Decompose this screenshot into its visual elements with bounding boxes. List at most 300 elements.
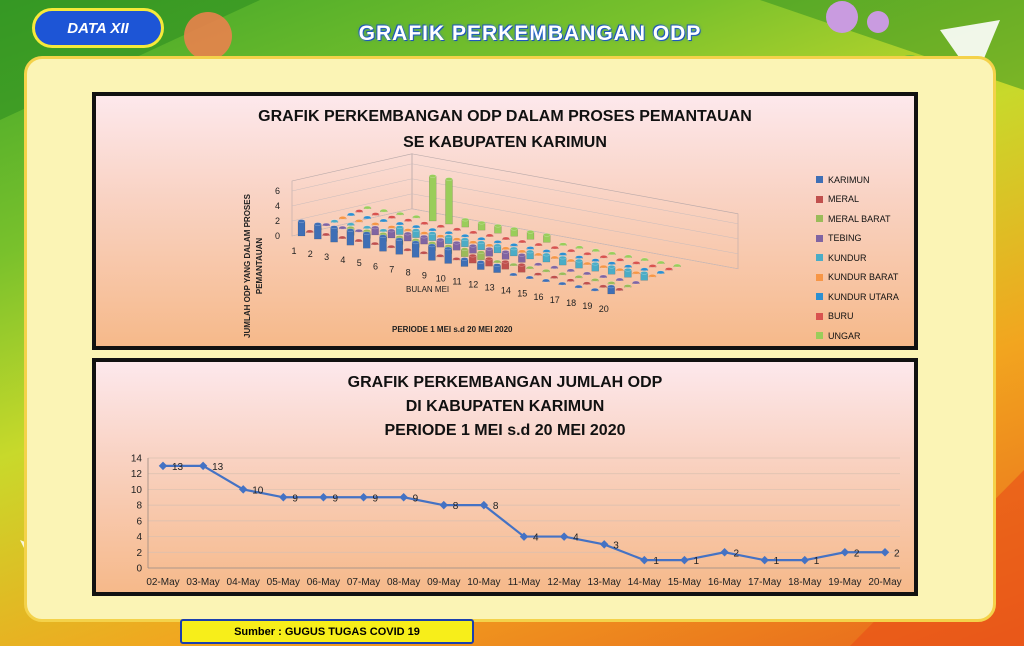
bar-top [609, 252, 616, 255]
x-tick-label: 11 [452, 276, 462, 287]
data-label: 1 [653, 556, 659, 568]
x-tick-label: 9 [421, 270, 427, 281]
bar-top [486, 257, 493, 260]
bar-top [364, 206, 371, 209]
source-label: Sumber : GUGUS TUGAS COVID 19 [180, 619, 474, 644]
bar-top [567, 259, 574, 262]
bar-top [534, 273, 541, 276]
bar-top [363, 232, 370, 235]
legend-swatch [816, 313, 823, 320]
legend-swatch [816, 332, 823, 339]
data-label: 9 [292, 493, 298, 505]
bar-top [535, 253, 542, 256]
bar-top [397, 212, 404, 215]
bar [347, 230, 354, 245]
bar-top [396, 238, 403, 241]
data-point [600, 540, 608, 548]
bar-top [364, 226, 371, 229]
bar-top [494, 264, 501, 267]
legend-label: KARIMUN [828, 174, 870, 185]
bar-top [559, 282, 566, 285]
bar-top [519, 240, 526, 243]
gridline [412, 179, 738, 239]
bar-top [396, 222, 403, 225]
gridline [412, 194, 738, 254]
bar-top [306, 230, 313, 233]
legend-label: UNGAR [828, 330, 861, 341]
x-tick-label: 10 [435, 273, 446, 284]
data-point [359, 493, 367, 501]
x-tick-label: 20-May [868, 577, 902, 588]
y-tick-label: 10 [130, 484, 142, 496]
data-label: 2 [853, 548, 860, 560]
y-tick-label: 0 [274, 231, 280, 241]
bar-top [437, 254, 444, 257]
x-tick-label: 1 [291, 246, 297, 256]
x-tick-label: 20 [598, 303, 609, 314]
bar-top [494, 224, 501, 227]
legend-label: BURU [828, 311, 854, 322]
bar-top [413, 215, 420, 218]
bar-top [388, 225, 395, 228]
bar-top [518, 253, 525, 256]
bar-top [420, 251, 427, 254]
legend-item [816, 307, 899, 327]
bar-top [657, 271, 664, 274]
virus-icon [184, 12, 232, 60]
bar-top [502, 247, 509, 250]
bar-top [518, 263, 525, 266]
data-point [279, 493, 287, 501]
bar-top [567, 269, 574, 272]
bar-top [323, 223, 330, 226]
bar-top [364, 216, 371, 219]
bar-top [388, 229, 395, 232]
bar [396, 239, 403, 254]
x-tick-label: 2 [307, 249, 313, 260]
bar-top [470, 241, 477, 244]
bar-top [478, 241, 485, 244]
bar-top [388, 216, 395, 219]
legend-item [816, 268, 899, 288]
data-label: 8 [452, 501, 459, 513]
bar-top [445, 247, 452, 250]
bar [445, 248, 452, 263]
x-tick-label: 17 [549, 294, 560, 305]
x-tick-label: 04-May [226, 577, 260, 588]
legend-item [816, 229, 899, 249]
bar-chart-title-line2: SE KABUPATEN KARIMUN [403, 134, 607, 151]
back-wall [412, 154, 738, 269]
bar-top [339, 226, 346, 229]
bar-top [453, 241, 460, 244]
gridline [412, 164, 738, 224]
bar-top [331, 220, 338, 223]
data-point [560, 532, 568, 540]
bar-top [462, 218, 469, 221]
bar-top [633, 261, 640, 264]
bar-top [535, 263, 542, 266]
x-tick-label: 14 [500, 285, 511, 296]
data-label: 9 [332, 493, 339, 505]
bar-top [429, 175, 436, 178]
bar-top [461, 238, 468, 241]
x-tick-label: 08-May [386, 577, 421, 588]
bar-top [592, 259, 599, 262]
bar-top [674, 264, 681, 267]
x-tick-label: 09-May [427, 577, 461, 588]
y-tick-label: 6 [136, 516, 142, 528]
x-tick-label: 3 [324, 252, 330, 263]
y-tick-label: 8 [136, 500, 142, 512]
data-label: 9 [372, 493, 379, 505]
bar-top [413, 229, 420, 232]
bar-top [486, 234, 493, 237]
bar-top [526, 276, 533, 279]
bar-top [469, 244, 476, 247]
bar-top [331, 226, 338, 229]
bar-top [380, 229, 387, 232]
x-tick-label: 4 [340, 255, 346, 266]
data-label: 2 [894, 548, 900, 560]
bar-top [551, 246, 558, 249]
bar-top [461, 258, 468, 261]
bar-top [437, 225, 444, 228]
bar [331, 227, 338, 242]
bar-top [600, 285, 607, 288]
chart-footnote: PERIODE 1 MEI s.d 20 MEI 2020 [392, 325, 513, 334]
bar [412, 242, 419, 257]
bar-top [445, 231, 452, 234]
bar-top [510, 273, 517, 276]
legend-label: KUNDUR UTARA [828, 291, 899, 302]
bar-top [575, 275, 582, 278]
bar-top [462, 234, 469, 237]
bar-top [567, 279, 574, 282]
bar-top [608, 285, 615, 288]
x-tick-label: 12 [468, 279, 479, 290]
bar-top [413, 225, 420, 228]
bar-top [625, 265, 632, 268]
bar [298, 221, 305, 236]
bar-top [543, 250, 550, 253]
bar-top [608, 281, 615, 284]
gridline [292, 164, 412, 191]
bar-top [527, 230, 534, 233]
bar-top [600, 265, 607, 268]
bar-top [584, 262, 591, 265]
legend-label: MERAL [828, 194, 860, 205]
y-tick-label: 6 [274, 186, 280, 196]
x-tick-label: 16 [533, 291, 544, 302]
legend-item [816, 287, 899, 307]
bar-top [576, 256, 583, 259]
x-tick-label: 06-May [306, 577, 341, 588]
data-point [801, 556, 809, 564]
bar-top [494, 240, 501, 243]
data-label: 4 [533, 532, 539, 544]
data-badge: DATA XII [32, 8, 164, 48]
bar-top [404, 248, 411, 251]
data-point [159, 462, 167, 470]
bar-top [649, 274, 656, 277]
data-label: 1 [693, 556, 700, 568]
x-tick-label: 10-May [467, 577, 501, 588]
bar-top [348, 213, 355, 216]
bar-top [380, 209, 387, 212]
bar [380, 236, 387, 251]
x-tick-label: 19 [582, 300, 593, 311]
bar-top [543, 279, 550, 282]
data-point [680, 556, 688, 564]
bar-top [421, 235, 428, 238]
y-tick-label: 4 [274, 201, 280, 211]
bar-top [584, 252, 591, 255]
x-tick-label: 13 [484, 282, 495, 293]
bar-top [600, 275, 607, 278]
bar-top [625, 255, 632, 258]
y-axis-title-line2: PEMANTAUAN [255, 237, 264, 295]
x-tick-label: 17-May [747, 577, 782, 588]
bar-top [347, 229, 354, 232]
bar-top [608, 262, 615, 265]
y-tick-label: 0 [136, 563, 142, 575]
bar-top [478, 237, 485, 240]
data-label: 13 [212, 461, 224, 473]
bar-top [429, 232, 436, 235]
data-label: 13 [172, 461, 184, 473]
bar-top [527, 246, 534, 249]
virus-icon [826, 1, 858, 33]
data-point [399, 493, 407, 501]
data-point [640, 556, 648, 564]
bar-top [511, 227, 518, 230]
bar [429, 176, 436, 221]
bar-top [372, 222, 379, 225]
bar-top [559, 272, 566, 275]
bar-top [405, 219, 412, 222]
bar-top [421, 222, 428, 225]
bar-top [526, 266, 533, 269]
bar-top [396, 226, 403, 229]
virus-icon [867, 11, 889, 33]
bar-top [591, 288, 598, 291]
series-line [163, 466, 885, 560]
bar-top [380, 219, 387, 222]
x-tick-label: 16-May [707, 577, 742, 588]
bar-top [412, 241, 419, 244]
legend-label: TEBING [828, 233, 862, 244]
legend-item [816, 326, 899, 346]
bar-top [624, 268, 631, 271]
bar-top [429, 228, 436, 231]
bar-top [494, 260, 501, 263]
bar-top [576, 246, 583, 249]
legend-item [816, 209, 899, 229]
bar-top [527, 250, 534, 253]
legend-label: KUNDUR [828, 252, 867, 263]
x-tick-label: 12-May [547, 577, 581, 588]
bar [446, 179, 453, 224]
x-tick-label: 05-May [266, 577, 301, 588]
data-label: 9 [412, 493, 419, 505]
y-tick-label: 2 [274, 216, 280, 226]
bar-top [494, 244, 501, 247]
bar-top [339, 236, 346, 239]
x-tick-label: 18 [566, 297, 577, 308]
bar-top [633, 271, 640, 274]
bar [428, 245, 435, 260]
data-label: 10 [252, 485, 264, 497]
bar-top [404, 229, 411, 232]
data-label: 8 [492, 501, 499, 513]
bar-top [551, 256, 558, 259]
bar-top [543, 269, 550, 272]
bar-top [575, 285, 582, 288]
bar-top [486, 244, 493, 247]
bar-top [608, 265, 615, 268]
x-tick-label: 02-May [146, 577, 180, 588]
line-chart-title-line3: PERIODE 1 MEI s.d 20 MEI 2020 [384, 422, 626, 439]
bar-top [617, 258, 624, 261]
bar-top [437, 235, 444, 238]
bar-top [592, 278, 599, 281]
bar-top [477, 261, 484, 264]
bar-top [356, 210, 363, 213]
bar-top [510, 263, 517, 266]
legend-label: KUNDUR BARAT [828, 272, 899, 283]
data-label: 1 [773, 556, 780, 568]
data-label: 4 [573, 532, 579, 544]
line-chart-title-line2: DI KABUPATEN KARIMUN [405, 398, 605, 415]
bar-top [355, 239, 362, 242]
bar-top [551, 276, 558, 279]
bar-top [600, 255, 607, 258]
legend-swatch [816, 235, 823, 242]
legend-label: MERAL BARAT [828, 213, 891, 224]
y-tick-label: 2 [136, 547, 142, 559]
bar-top [486, 247, 493, 250]
bar-top [453, 238, 460, 241]
bar-top [665, 267, 672, 270]
bar-top [511, 243, 518, 246]
bar-top [535, 243, 542, 246]
bar-top [519, 250, 526, 253]
x-tick-label: 11-May [507, 577, 541, 588]
bar-top [356, 219, 363, 222]
bar-top [371, 242, 378, 245]
legend-swatch [816, 293, 823, 300]
bar-top [616, 268, 623, 271]
bar-top [437, 238, 444, 241]
bar-top [314, 223, 321, 226]
bar-top [421, 232, 428, 235]
x-tick-label: 03-May [186, 577, 220, 588]
legend-swatch [816, 196, 823, 203]
bar-top [543, 233, 550, 236]
bar-top [355, 229, 362, 232]
total-odp-line-chart-panel [92, 358, 918, 596]
bar-top [372, 226, 379, 229]
x-tick-label: 8 [405, 267, 411, 278]
legend-swatch [816, 215, 823, 222]
bar-top [446, 178, 453, 181]
bar-top [453, 257, 460, 260]
bar-top [372, 213, 379, 216]
data-point [720, 548, 728, 556]
bar-top [502, 237, 509, 240]
legend-item [816, 190, 899, 210]
x-tick-label: 13-May [587, 577, 621, 588]
page-title: GRAFIK PERKEMBANGAN ODP [358, 22, 702, 45]
data-label: 3 [613, 540, 619, 552]
x-tick-label: 14-May [627, 577, 662, 588]
bar-top [388, 245, 395, 248]
bar-top [657, 261, 664, 264]
bar-top [583, 282, 590, 285]
x-tick-label: 15 [517, 288, 528, 299]
bar-top [616, 278, 623, 281]
x-tick-label: 7 [389, 264, 395, 275]
data-point [881, 548, 889, 556]
bar-chart-title-line1: GRAFIK PERKEMBANGAN ODP DALAM PROSES PEMANTAUAN [258, 108, 752, 125]
bar-top [469, 254, 476, 257]
y-axis-title-line1: JUMLAH ODP YANG DALAM PROSES [243, 194, 252, 338]
bar-top [624, 284, 631, 287]
district-bar-chart [96, 96, 914, 346]
bar-top [502, 260, 509, 263]
total-odp-line-chart [96, 362, 914, 592]
bar-chart-legend [816, 170, 899, 346]
bar-top [592, 249, 599, 252]
legend-item [816, 248, 899, 268]
bar-top [461, 248, 468, 251]
bar-top [502, 250, 509, 253]
data-point [319, 493, 327, 501]
bar-top [616, 288, 623, 291]
bar-top [428, 244, 435, 247]
bar-top [454, 228, 461, 231]
bar [363, 233, 370, 248]
bar-top [404, 232, 411, 235]
bar [314, 224, 321, 239]
x-tick-label: 15-May [667, 577, 702, 588]
bar-top [323, 233, 330, 236]
bar-top [298, 220, 305, 223]
legend-swatch [816, 254, 823, 261]
y-tick-label: 4 [136, 532, 142, 544]
bar-top [632, 281, 639, 284]
legend-item [816, 170, 899, 190]
bar-top [641, 268, 648, 271]
bar-top [347, 223, 354, 226]
bar-top [641, 271, 648, 274]
bar-top [551, 266, 558, 269]
x-tick-label: 5 [356, 258, 362, 269]
bar-top [560, 243, 567, 246]
x-tick-label: 07-May [346, 577, 381, 588]
data-label: 2 [733, 548, 740, 560]
x-tick-label: 19-May [828, 577, 862, 588]
data-label: 1 [813, 556, 820, 568]
bar-top [559, 253, 566, 256]
bar-top [445, 235, 452, 238]
gridline [292, 179, 412, 206]
bar-top [584, 272, 591, 275]
bar-top [641, 258, 648, 261]
bar-top [470, 231, 477, 234]
bar-top [339, 216, 346, 219]
